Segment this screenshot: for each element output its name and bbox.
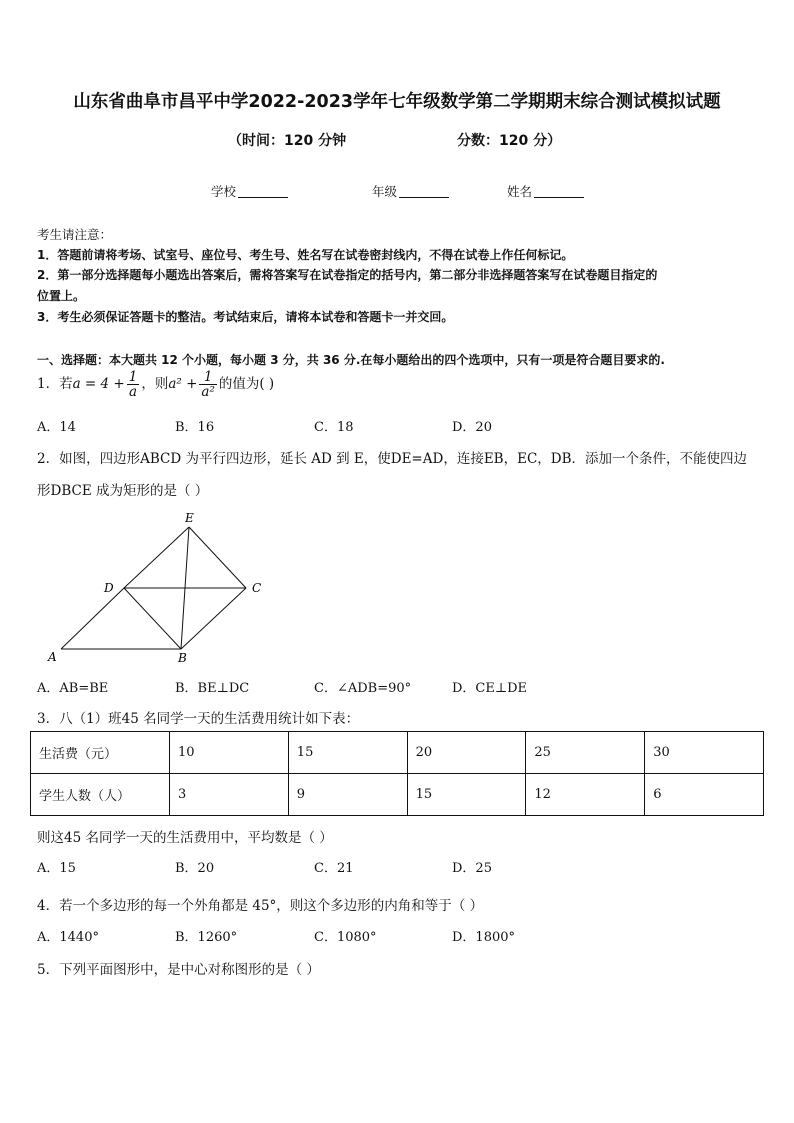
q1-frac2: $\frac{1}{\text{a²}}$	[201, 369, 215, 401]
table-cell: 10	[170, 732, 289, 774]
table-cell: 12	[526, 774, 645, 816]
q3-table	[30, 731, 764, 816]
edge-DE	[124, 527, 189, 588]
q2-option-a[interactable]: A．AB=BE	[37, 681, 109, 696]
q1-a-sq: a² +	[168, 376, 198, 393]
grade-field[interactable]	[372, 182, 449, 200]
table-cell: 25	[526, 732, 645, 774]
q2-stem-line2: 形DBCE 成为矩形的是（ ）	[37, 483, 209, 499]
table-cell: 学生人数（人）	[31, 774, 170, 816]
table-cell: 6	[645, 774, 764, 816]
q1-prefix: 1．若	[37, 376, 73, 393]
edge-EC	[189, 527, 246, 588]
table-cell: 20	[407, 732, 526, 774]
q2-option-b[interactable]: B．BE⊥DC	[175, 681, 250, 696]
table-cell: 生活费（元）	[31, 732, 170, 774]
q5-stem: 5．下列平面图形中，是中心对称图形的是（ ）	[37, 962, 320, 978]
school-blank[interactable]	[238, 185, 288, 198]
table-row	[31, 774, 764, 816]
notice-item-1: 1．答题前请将考场、试室号、座位号、考生号、姓名写在试卷密封线内，不得在试卷上作任何标记。	[37, 248, 574, 262]
label-C: C	[252, 581, 262, 595]
q2-stem-line1: 2．如图，四边形ABCD 为平行四边形，延长 AD 到 E，使DE=AD，连接EB，EC，DB．添加一个条件，不能使四边	[37, 451, 748, 467]
q1-option-b[interactable]: B．16	[175, 420, 215, 435]
table-cell: 30	[645, 732, 764, 774]
q3-option-c[interactable]: C．21	[314, 861, 354, 876]
name-field[interactable]	[507, 182, 584, 200]
q1-option-c[interactable]: C．18	[314, 420, 354, 435]
q1-middle: ，则	[141, 376, 169, 393]
label-A: A	[48, 650, 57, 664]
table-cell: 3	[170, 774, 289, 816]
edge-DB	[124, 588, 181, 649]
school-label: 学校	[211, 184, 237, 199]
name-blank[interactable]	[534, 185, 584, 198]
grade-blank[interactable]	[399, 185, 449, 198]
q3-option-d[interactable]: D．25	[452, 861, 492, 876]
q1-frac1: $\frac{1}{a}$	[128, 369, 138, 401]
notice-item-2: 2．第一部分选择题每小题选出答案后，需将答案写在试卷指定的括号内，第二部分非选择题答案写在试卷题目指定的	[37, 268, 658, 282]
label-B: B	[178, 651, 187, 665]
table-cell: 9	[288, 774, 407, 816]
notice-heading: 考生请注意：	[37, 227, 113, 242]
notice-item-3: 3．考生必须保证答题卡的整洁。考试结束后，请将本试卷和答题卡一并交回。	[37, 310, 454, 324]
time-label: （时间：120 分钟	[228, 133, 347, 149]
section-heading: 一、选择题：本大题共 12 个小题，每小题 3 分，共 36 分.在每小题给出的四个选项中，只有一项是符合题目要求的.	[37, 353, 665, 367]
q1-suffix: 的值为( )	[218, 376, 275, 393]
edge-AD	[61, 588, 124, 649]
score-label: 分数：120 分）	[457, 133, 562, 149]
table-cell: 15	[407, 774, 526, 816]
q1-a-eq: a = 4 +	[72, 376, 125, 393]
edge-BC	[181, 588, 246, 649]
q3-option-b[interactable]: B．20	[175, 861, 215, 876]
question-1	[37, 370, 274, 399]
q4-option-a[interactable]: A．1440°	[37, 930, 99, 945]
q3-stem: 3．八（1）班45 名同学一天的生活费用统计如下表：	[37, 711, 360, 727]
grade-label: 年级	[372, 184, 398, 199]
q2-option-c[interactable]: C．∠ADB=90°	[314, 681, 412, 696]
q3-question: 则这45 名同学一天的生活费用中，平均数是（ ）	[37, 830, 333, 846]
page-title: 山东省曲阜市昌平中学2022-2023学年七年级数学第二学期期末综合测试模拟试题	[73, 92, 721, 112]
label-D: D	[104, 581, 114, 595]
notice-item-2-cont: 位置上。	[37, 289, 86, 303]
q2-option-d[interactable]: D．CE⊥DE	[452, 681, 527, 696]
table-row	[31, 732, 764, 774]
label-E: E	[185, 511, 194, 525]
q4-option-d[interactable]: D．1800°	[452, 930, 516, 945]
school-field[interactable]	[211, 182, 288, 200]
q4-stem: 4．若一个多边形的每一个外角都是 45°，则这个多边形的内角和等于（ ）	[37, 898, 484, 914]
q3-option-a[interactable]: A．15	[37, 861, 76, 876]
q4-option-c[interactable]: C．1080°	[314, 930, 377, 945]
q4-option-b[interactable]: B．1260°	[175, 930, 238, 945]
name-label: 姓名	[507, 184, 533, 199]
table-cell: 15	[288, 732, 407, 774]
q1-option-a[interactable]: A．14	[37, 420, 76, 435]
q1-option-d[interactable]: D．20	[452, 420, 492, 435]
q2-figure	[40, 506, 280, 671]
